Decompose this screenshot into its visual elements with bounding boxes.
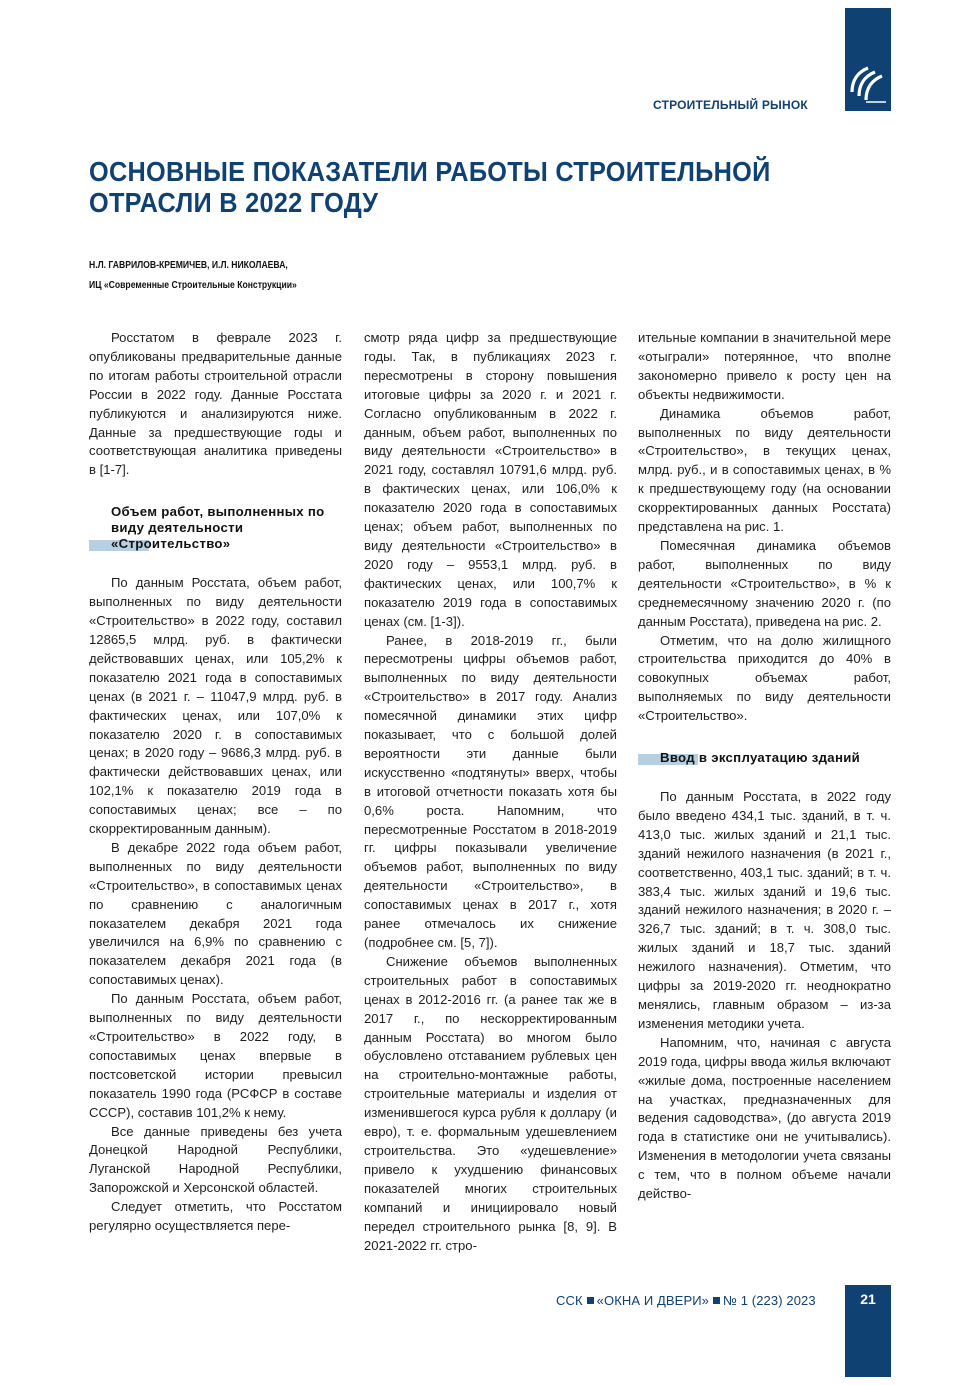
paragraph: Росстатом в феврале 2023 г. опубликованы предварительные данные по итогам работы строительной отрасли России в 2022 году. Данные Росстата публикуются и анализируются ниже. Данные за предшествующие годы и соответствующая аналитика приведены в [1-7]. xyxy=(89,330,342,478)
paragraph: ительные компании в значительной мере «отыграли» потерянное, что вполне закономерно привело к росту цен на объекты недвижимости. xyxy=(638,330,891,402)
paragraph: Ранее, в 2018-2019 гг., были пересмотрены цифры объемов работ, выполненных по виду деятельности «Строительство» в 2017 году. Анализ помесячной динамики этих цифр показывает, что с большой долей вероятности эти данные были искусственно «подтянуты» вверх, чтобы в итоговой отчетности показать хотя бы 0,6% роста. Напомним, что пересмотренные Росстатом в 2018-2019 гг. цифры показывали увеличение объемов работ, выполненных по виду деятельности «Строительство», в сопоставимых ценах в 2017 г., хотя ранее отмечалось их снижение (подробнее см. [5, 7]). xyxy=(364,632,617,950)
paragraph: Помесячная динамика объемов работ, выполненных по виду деятельности «Строительство», в % к среднемесячному значению 2020 г. (по данным Росстата), приведена на рис. 2. xyxy=(638,537,891,629)
article-authors: Н.Л. ГАВРИЛОВ-КРЕМИЧЕВ, И.Л. НИКОЛАЕВА, xyxy=(89,259,288,271)
page-number: 21 xyxy=(860,1291,876,1307)
section-label: СТРОИТЕЛЬНЫЙ РЫНОК xyxy=(653,98,808,112)
square-bullet-icon xyxy=(713,1297,720,1304)
paragraph: По данным Росстата, объем работ, выполненных по виду деятельности «Строительство» в 2022 году, в сопоставимых ценах впервые в постсоветской истории превысил показатель 1990 года (РСФСР в составе СССР), составив 101,2% к нему. xyxy=(89,991,342,1120)
text-column-3 xyxy=(638,329,891,1204)
subheading-text: Ввод в эксплуатацию зданий xyxy=(660,750,861,766)
subheading-construction-volume xyxy=(89,504,342,552)
paragraph: По данным Росстата, объем работ, выполненных по виду деятельности «Строительство» в 2022 году, составил 12865,5 млрд. руб. в фактически действовавших ценах, или 105,2% к показателю 2021 года в сопоставимых ценах (в 2021 г. – 11047,9 млрд. руб. в фактических ценах, или 107,0% к показателю 2020 г. в сопоставимых ценах; в 2020 году – 9686,3 млрд. руб. в фактически действовавших ценах, или 102,1% к показателю 2019 года в сопоставимых ценах; все – по скорректированным данным). xyxy=(89,575,342,837)
footer-journal-name: «ОКНА И ДВЕРИ» xyxy=(596,1293,709,1308)
text-column-1 xyxy=(89,329,342,1236)
article-affiliation: ИЦ «Современные Строительные Конструкции» xyxy=(89,279,297,291)
paragraph: Динамика объемов работ, выполненных по виду деятельности «Строительство», в текущих ценах, млрд. руб., и в сопоставимых ценах, в % к предшествующему году (на основании скорректированных данных Росстата) представлена на рис. 1. xyxy=(638,405,891,535)
paragraph: Напомним, что, начиная с августа 2019 года, цифры ввода жилья включают «жилые дома, построенные населением на участках, предназначенных для ведения садоводства», (до августа 2019 года в статистике они не учитывались). Изменения в методологии учета связаны с тем, что в полном объеме начали действо- xyxy=(638,1034,891,1202)
paragraph: В декабре 2022 года объем работ, выполненных по виду деятельности «Строительство», в сопоставимых ценах по сравнению с аналогичным показателем декабря 2021 года увеличился на 6,9% по сравнению с показателем декабря 2021 года (в сопоставимых ценах). xyxy=(89,839,342,988)
article-title: ОСНОВНЫЕ ПОКАЗАТЕЛИ РАБОТЫ СТРОИТЕЛЬНОЙ ОТРАСЛИ В 2022 ГОДУ xyxy=(89,156,771,218)
paragraph: смотр ряда цифр за предшествующие годы. Так, в публикациях 2023 г. пересмотрены в сторону повышения итоговые цифры за 2020 г. и 2021 г. Согласно опубликованным в 2022 г. данным, объем работ, выполненных по виду деятельности «Строительство» в 2021 году, составлял 10791,6 млрд. руб. в фактических ценах, или 106,0% к показателю 2020 года в сопоставимых ценах; объем работ, выполненных по виду деятельности «Строительство» в 2020 году – 9553,1 млрд. руб. в фактических ценах, или 100,7% к показателю 2019 года в сопоставимых ценах (см. [1-3]). xyxy=(364,330,617,629)
footer-journal-info xyxy=(556,1293,816,1308)
paragraph: По данным Росстата, в 2022 году было введено 434,1 тыс. зданий, в т. ч. 413,0 тыс. жилых зданий и 21,1 тыс. зданий нежилого назначения (в 2021 г., соответственно, 403,1 тыс. зданий; в т. ч. 383,4 тыс. жилых зданий и 19,6 тыс. зданий нежилого назначения; в 2020 г. – 326,7 тыс. зданий; в т. ч. 308,0 тыс. жилых зданий и 18,7 тыс. зданий нежилого назначения). Отметим, что цифры за 2019-2020 гг. неоднократно менялись, главным образом – из-за изменения методики учета. xyxy=(638,789,891,1031)
subheading-text: Объем работ, выполненных по виду деятельности «Строительство» xyxy=(111,504,325,552)
arc-stripes-logo-icon xyxy=(848,62,888,108)
paragraph: Следует отметить, что Росстатом регулярно осуществляется пере- xyxy=(89,1199,342,1234)
paragraph: Отметим, что на долю жилищного строительства приходится до 40% в совокупных объемах работ, выполняемых по виду деятельности «Строительство». xyxy=(638,632,891,724)
paragraph: Все данные приведены без учета Донецкой Народной Республики, Луганской Народной Республики, Запорожской и Херсонской областей. xyxy=(89,1123,342,1196)
text-column-2 xyxy=(364,329,617,1255)
footer-issue: № 1 (223) 2023 xyxy=(723,1293,816,1308)
footer-publisher: ССК xyxy=(556,1293,583,1308)
paragraph: Снижение объемов выполненных строительных работ в сопоставимых ценах в 2012-2016 гг. (а ранее так же в 2017 г., по нескорректированным данным Росстата) во многом было обусловлено отставанием рублевых цен на строительно-монтажные работы, строительные материалы и изделия от изменившегося курса рубля к доллару (и евро), т. е. формальным удешевлением строительства. Это «удешевление» привело к ухудшению финансовых показателей многих строительных компаний и инициировало новый передел строительного рынка [8, 9]. В 2021-2022 гг. стро- xyxy=(364,953,617,1253)
subheading-buildings-commissioning xyxy=(638,750,891,766)
square-bullet-icon xyxy=(587,1297,594,1304)
